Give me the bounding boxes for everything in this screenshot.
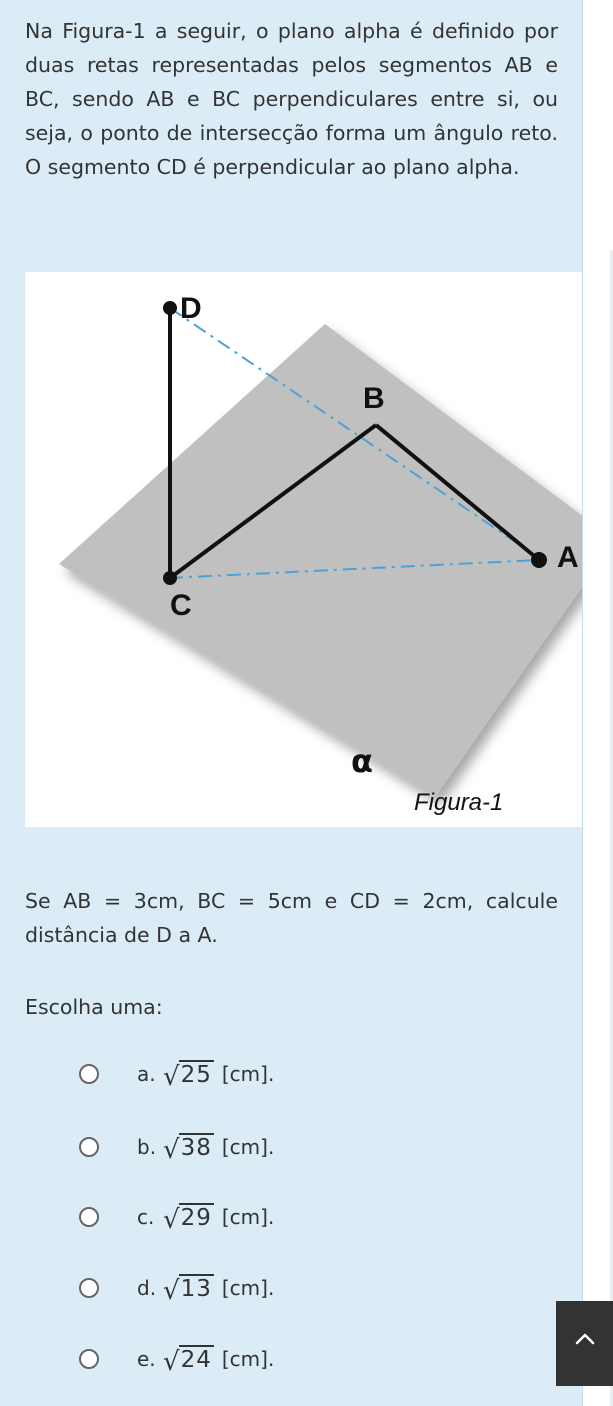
option-letter: b. xyxy=(137,1135,157,1159)
square-root-expression xyxy=(163,1203,214,1235)
figure-1 xyxy=(25,272,582,827)
square-root-symbol: √ xyxy=(163,1276,180,1306)
point-c xyxy=(163,571,177,585)
point-d xyxy=(163,301,177,315)
choose-label: Escolha uma: xyxy=(25,995,163,1019)
label-a: A xyxy=(557,541,579,574)
scroll-to-top-button[interactable] xyxy=(556,1301,613,1386)
answer-option-c[interactable] xyxy=(72,1197,492,1237)
label-b: B xyxy=(363,382,385,415)
option-letter: d. xyxy=(137,1276,157,1300)
question-prompt-text: Se AB = 3cm, BC = 5cm e CD = 2cm, calcule distância de D a A. xyxy=(25,889,558,947)
square-root-expression xyxy=(163,1060,214,1092)
figure-caption: Figura-1 xyxy=(414,789,504,816)
square-root-expression xyxy=(163,1274,214,1306)
option-radicand: 29 xyxy=(180,1205,212,1231)
option-radicand: 13 xyxy=(180,1276,212,1302)
radio-circle-icon[interactable] xyxy=(79,1278,99,1298)
square-root-expression xyxy=(163,1133,214,1165)
answer-option-a[interactable] xyxy=(72,1054,492,1094)
option-letter: e. xyxy=(137,1347,156,1371)
option-letter: a. xyxy=(137,1062,156,1086)
option-unit: [cm]. xyxy=(221,1062,275,1086)
radio-circle-icon[interactable] xyxy=(79,1137,99,1157)
label-alpha: α xyxy=(351,742,373,780)
option-unit: [cm]. xyxy=(221,1205,275,1229)
square-root-symbol: √ xyxy=(163,1347,180,1377)
option-unit: [cm]. xyxy=(221,1276,275,1300)
answer-option-b[interactable] xyxy=(72,1127,492,1167)
square-root-symbol: √ xyxy=(163,1135,180,1165)
square-root-symbol: √ xyxy=(163,1205,180,1235)
radio-circle-icon[interactable] xyxy=(79,1349,99,1369)
point-a xyxy=(531,552,547,568)
radio-circle-icon[interactable] xyxy=(79,1064,99,1084)
geometry-diagram xyxy=(25,272,582,827)
option-letter: c. xyxy=(137,1205,155,1229)
label-d: D xyxy=(180,292,202,325)
answer-option-e[interactable] xyxy=(72,1339,492,1379)
option-radicand: 25 xyxy=(180,1062,212,1088)
answer-option-d[interactable] xyxy=(72,1268,492,1308)
radio-circle-icon[interactable] xyxy=(79,1207,99,1227)
option-unit: [cm]. xyxy=(221,1347,275,1371)
chevron-up-icon xyxy=(573,1327,597,1351)
label-c: C xyxy=(170,589,192,622)
plane-alpha xyxy=(59,324,582,797)
option-radicand: 38 xyxy=(180,1135,212,1161)
square-root-expression xyxy=(163,1345,214,1377)
question-intro-text: Na Figura-1 a seguir, o plano alpha é definido por duas retas representadas pelos segmentos AB e BC, sendo AB e BC perpendiculares entre si, ou seja, o ponto de intersecção forma um ângulo reto. O segmento CD é perpendicular ao plano alpha. xyxy=(25,19,558,179)
option-unit: [cm]. xyxy=(221,1135,275,1159)
option-radicand: 24 xyxy=(180,1347,212,1373)
square-root-symbol: √ xyxy=(163,1062,180,1092)
